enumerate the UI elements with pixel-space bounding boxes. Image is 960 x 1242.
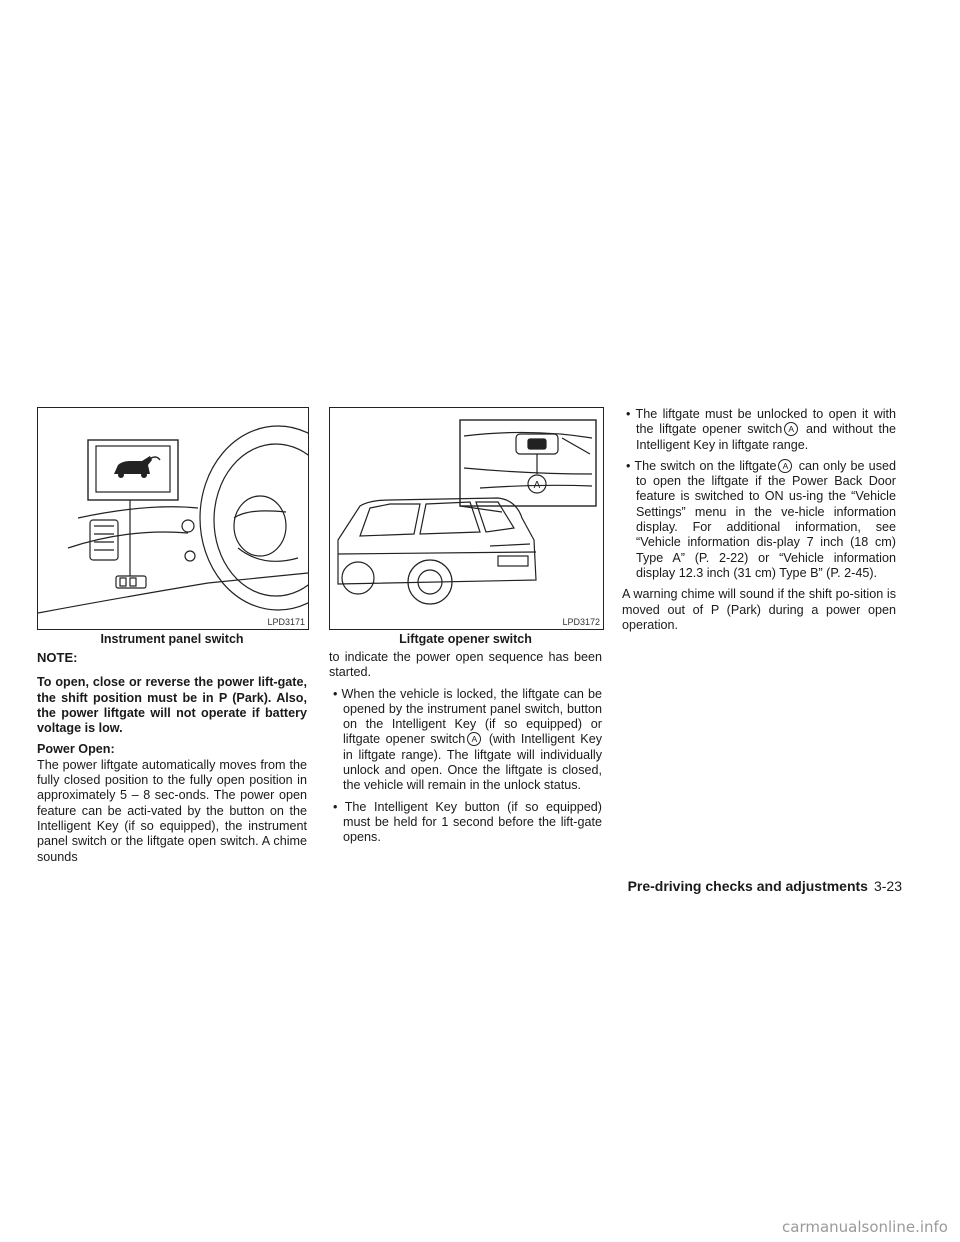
instrument-panel-figure [37,407,309,630]
bullet-text: can only be used to open the liftgate if the Power Back Door feature is switched to ON us-ing the “Vehicle Settings” menu in the ve-hicle information display. For additional information, see “Vehicle information dis-play 7 inch (18 cm) Type A” (P. 2-22) or “Vehicle information display 12.3 inch (31 cm) Type B” (P. 2-45). [636,458,896,580]
right-column [622,407,896,639]
bullet-text: The liftgate must be unlocked to open it with the liftgate opener switch [635,407,896,437]
bullet-text: The switch on the liftgate [634,458,777,473]
middle-column [329,650,602,852]
bullet-item [329,800,602,846]
page-number: 3-23 [873,878,902,894]
note-title: NOTE: [37,650,78,665]
continuation-text: to indicate the power open sequence has been started. [329,650,602,680]
bullet-mark: • [333,686,338,701]
page-footer [562,878,902,894]
power-open-heading: Power Open: [37,742,115,757]
power-open-paragraph: The power liftgate automatically moves from the fully closed position to the fully open position in approximately 5 – 8 sec-onds. The power open feature can be acti-vated by the button on the Intelligent Key (if so equipped), the instrument panel switch or the liftgate open switch. A chime sounds [37,757,307,864]
callout-label: A [533,480,541,491]
bullet-item [329,687,602,794]
section-title: Pre-driving checks and adjustments [627,878,868,894]
liftgate-opener-caption: Liftgate opener switch [399,632,532,646]
bullet-text: and without the Intelligent Key in liftgate range. [636,422,897,452]
bullet-text: The Intelligent Key button (if so equipped) must be held for 1 second before the lift-gate opens. [343,799,602,845]
watermark-text: carmanualsonline.info [782,1218,948,1236]
callout-a-icon: A [784,422,798,436]
figure-code: LPD3171 [267,617,305,627]
figure-code: LPD3172 [562,617,600,627]
bullet-item [622,459,896,581]
instrument-panel-caption: Instrument panel switch [100,632,244,646]
bullet-text: When the vehicle is locked, the liftgate can be opened by the instrument panel switch, button on the Intelligent Key (if so equipped) or liftgate opener switch [341,686,602,747]
bullet-mark: • [626,458,631,473]
callout-a-icon: A [467,732,481,746]
bullet-mark: • [626,407,631,421]
bullet-text: (with Intelligent Key in liftgate range). The liftgate will individually unlock and open. Once the liftgate is closed, the vehicle will remain in the unlock status. [343,732,603,793]
callout-a-icon: A [778,459,792,473]
liftgate-opener-illustration [330,408,603,629]
bullet-mark: • [333,799,338,814]
note-text: To open, close or reverse the power lift-gate, the shift position must be in P (Park). Also, the power liftgate will not operate if battery voltage is low. [37,675,307,736]
bullet-item [622,407,896,453]
liftgate-opener-figure [329,407,604,630]
instrument-panel-illustration [38,408,308,629]
warning-chime-paragraph: A warning chime will sound if the shift po-sition is moved out of P (Park) during a power open operation. [622,587,896,632]
left-column [37,650,307,871]
